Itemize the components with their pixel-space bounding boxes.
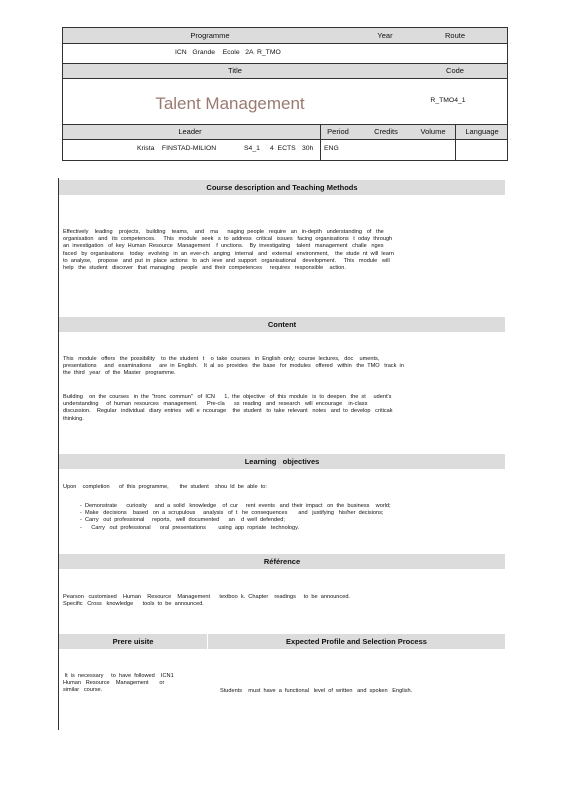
content-text-1 (63, 356, 497, 378)
list-item: - Carry out professional reports, well documented an d well defended; (80, 517, 285, 524)
header-title: Title (228, 66, 242, 75)
table-divider (62, 139, 508, 140)
section-title-objectives: Learning objectives (59, 454, 505, 469)
text-line: It is necessary to have followed ICN1 (63, 673, 174, 679)
header-period: Period (327, 127, 349, 136)
header-programme: Programme (190, 31, 230, 40)
list-item: - Carry out professional oral presentations using app ropriate technology. (80, 524, 300, 531)
table-divider (320, 125, 321, 161)
section-title-profile: Expected Profile and Selection Process (286, 637, 427, 646)
text-line: to analyse, propose and put in place actions to ach ieve and support organisational development. This module will (63, 257, 390, 264)
prerequisite-text (63, 673, 203, 695)
content-text-2 (63, 394, 497, 423)
header-route: Route (444, 31, 465, 40)
table-divider (62, 78, 508, 79)
text-line: similar course. (63, 687, 103, 694)
header-volume: Volume (420, 127, 446, 136)
credits-value: 4 ECTS (270, 145, 296, 152)
text-line: Pearson customised Human Resource Management textboo k. Chapter readings to be announced. (63, 594, 350, 600)
list-item: - Make decisions based on a scrupulous analysis of t he consequences and justifying his/her decisions; (80, 510, 384, 517)
course-code: R_TMO4_1 (430, 97, 466, 104)
leader-value: Krista FINSTAD-MILION (137, 145, 217, 152)
section-title-description: Course description and Teaching Methods (59, 180, 505, 195)
text-line: help the student discover that managing people and their competences requires responsible action. (63, 265, 346, 272)
text-line: understanding of human resources management. Pre-cla ss reading and research will encourage in-class (63, 401, 368, 408)
header-code: Code (446, 66, 464, 75)
table-divider (455, 125, 456, 161)
text-line: Effectively leading projects, building teams, and ma naging people require an in-depth understanding of the (63, 229, 384, 235)
profile-text: Students must have a functional level of written and spoken English. (220, 688, 413, 694)
header-credits: Credits (374, 127, 398, 136)
text-line: This module offers the possibility to the student t o take courses in English only; course lectures, doc uments, (63, 356, 380, 362)
text-line: Building on the courses in the "tronc commun" of ICN 1, the objective of this module is to deepen the st udent's (63, 394, 392, 400)
text-line: discussion. Regular individual diary entries will e ncourage the student to take relevant notes and to develop criticak (63, 408, 393, 415)
table-border (62, 27, 63, 161)
list-item: - Demonstrate curiosity and a solid knowledge of cur rent events and their impact on the business world; (80, 503, 391, 509)
header-language: Language (465, 127, 499, 136)
header-leader: Leader (178, 127, 202, 136)
text-line: Human Resource Management or (63, 680, 165, 687)
course-title: Talent Management (155, 94, 305, 113)
volume-value: 30h (302, 145, 314, 152)
table-border (507, 27, 508, 161)
text-line: an investigation of key Human Resource Management f unctions. By investigating talent management challe nges (63, 243, 384, 250)
table-divider (62, 43, 508, 44)
text-line: the third year of the Master programme. (63, 370, 176, 377)
objectives-list (80, 503, 500, 532)
section-title-content: Content (59, 317, 505, 332)
language-value: ENG (324, 145, 339, 152)
text-line: thinking. (63, 415, 84, 422)
text-line: Specific Cross knowledge tools to be announced. (63, 601, 204, 608)
section-title-prerequisite: Prere uisite (112, 637, 154, 646)
text-line: faced by organisations today evolving in an ever-ch anging internal and external environment, the stude nt will learn (63, 250, 394, 257)
period-value: S4_1 (244, 145, 260, 152)
table-border (62, 160, 508, 161)
text-line: presentations and examinations are in English. It al so provides the base for modules offered within the TMO track in (63, 363, 404, 370)
section-title-reference: Référence (59, 554, 505, 569)
text-line: organisation and its competences. This module seek s to address critical issues facing organisations t oday through (63, 236, 393, 243)
reference-text (63, 594, 497, 608)
description-text (63, 229, 497, 272)
objectives-intro: Upon completion of this programme, the student shou ld be able to: (63, 484, 267, 490)
header-year: Year (377, 31, 393, 40)
programme-value: ICN Grande Ecole 2A R_TMO (175, 49, 281, 56)
